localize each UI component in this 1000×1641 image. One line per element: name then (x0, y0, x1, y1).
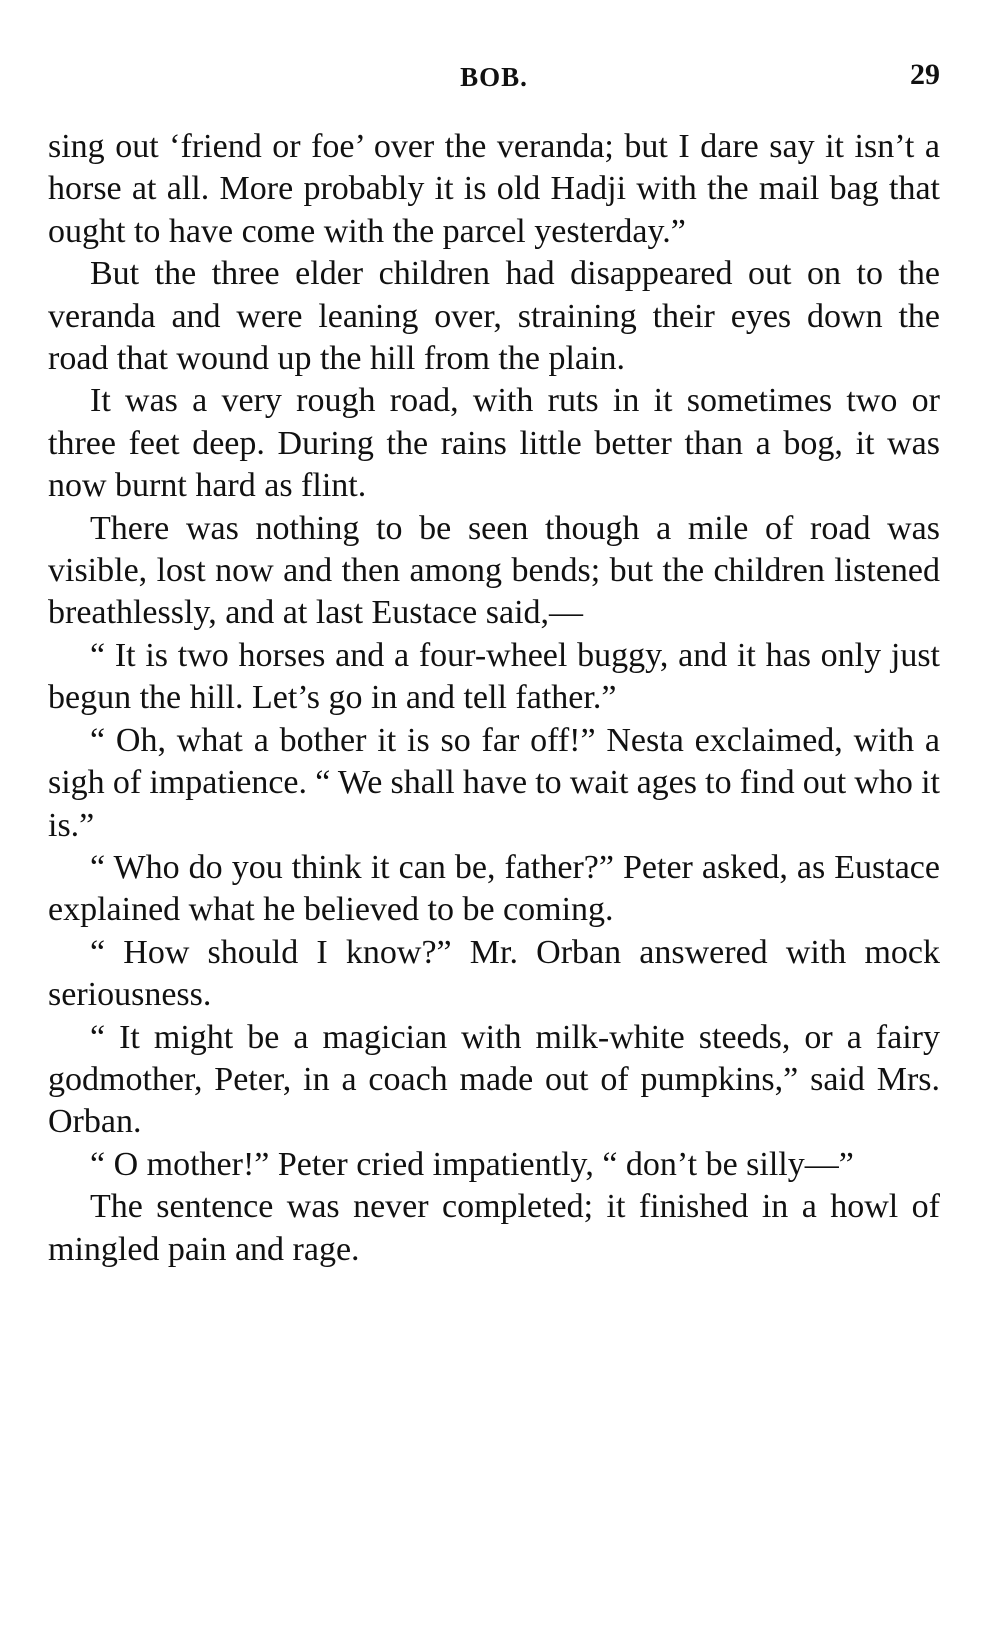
paragraph: “ How should I know?” Mr. Orban answered with mock seriousness. (48, 933, 940, 1014)
running-title: BOB. (460, 62, 528, 92)
paragraph: There was nothing to be seen though a mile of road was visible, lost now and then among bends; but the children listened breathlessly, and at last Eustace said,— (48, 509, 940, 632)
paragraph: “ O mother!” Peter cried impatiently, “ don’t be silly—” (90, 1145, 854, 1183)
paragraph: “ Who do you think it can be, father?” Peter asked, as Eustace explained what he believed to be coming. (48, 848, 940, 929)
body-text (48, 126, 940, 1271)
paragraph: “ It might be a magician with milk-white steeds, or a fairy godmother, Peter, in a coach made out of pumpkins,” said Mrs. Orban. (48, 1018, 940, 1141)
running-header (48, 52, 940, 94)
paragraph: “ Oh, what a bother it is so far off!” Nesta exclaimed, with a sigh of impatience. “ We shall have to wait ages to find out who it is.” (48, 721, 940, 844)
paragraph: The sentence was never completed; it finished in a howl of mingled pain and rage. (48, 1188, 940, 1268)
paragraph: But the three elder children had disappeared out on to the veranda and were leaning over, straining their eyes down the road that wound up the hill from the plain. (48, 255, 940, 378)
paragraph-continued: sing out ‘friend or foe’ over the veranda; but I dare say it isn’t a horse at all. More probably it is old Hadji with the mail bag that ought to have come with the parcel yesterday.” (48, 128, 940, 250)
paragraph: “ It is two horses and a four-wheel buggy, and it has only just begun the hill. Let’s go in and tell father.” (48, 636, 940, 717)
paragraph: It was a very rough road, with ruts in it sometimes two or three feet deep. During the rains little better than a bog, it was now burnt hard as flint. (48, 382, 940, 505)
page-number: 29 (910, 58, 940, 91)
